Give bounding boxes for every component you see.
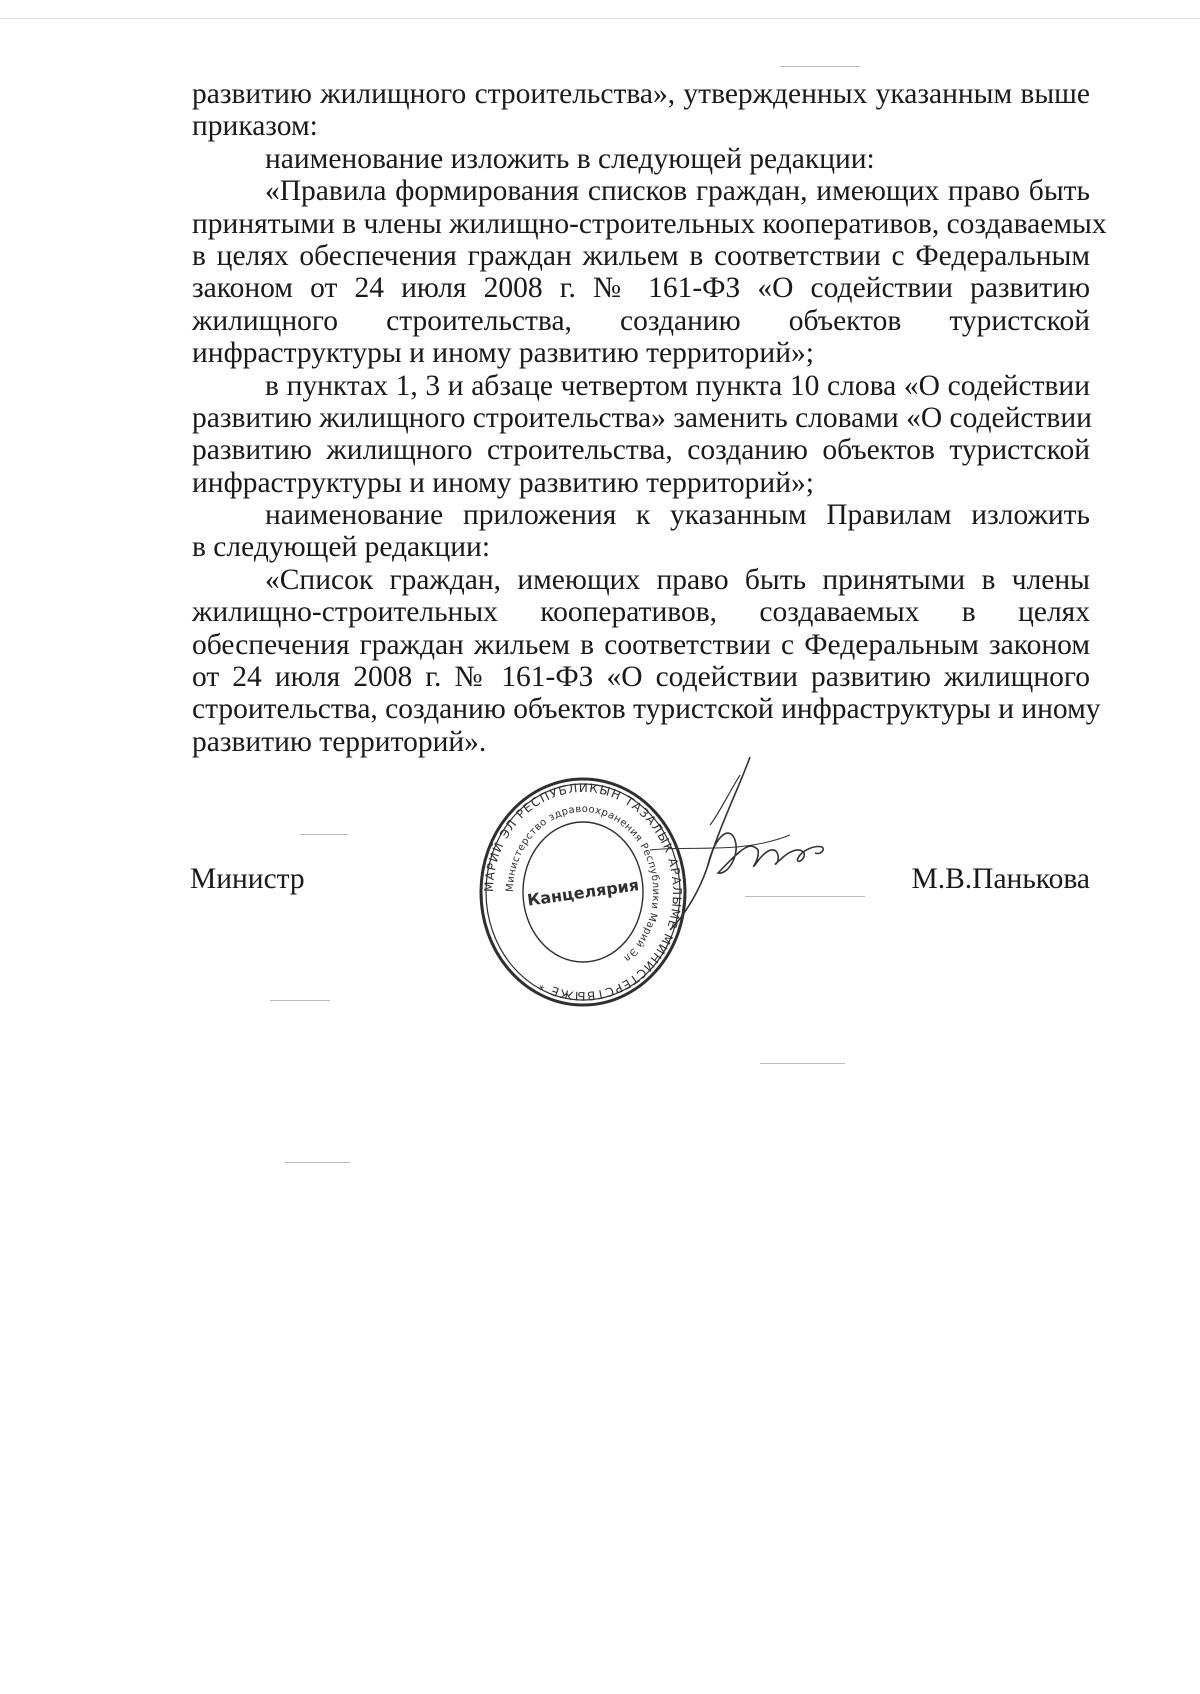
- body-line: развитию жилищного строительства», утвержденных указанным выше: [192, 78, 1090, 110]
- body-line: обеспечения граждан жильем в соответствии с Федеральным законом: [192, 628, 1090, 661]
- seal-outer-text: МАРИЙ ЭЛ РЕСПУБЛИКЫН ТАЗАЛЫК АРАЛЫМЕ МИНИСТЕРСТВЫЖЕ *: [481, 780, 685, 1004]
- body-line: в пунктах 1, 3 и абзаце четвертом пункта 10 слова «О содействии: [265, 369, 1090, 402]
- signatory-title: Министр: [190, 863, 305, 895]
- body-line: жилищно-строительных кооперативов, создаваемых в целях: [192, 596, 1090, 629]
- body-line: наименование изложить в следующей редакции:: [265, 142, 875, 175]
- scan-speck: [270, 1000, 330, 1001]
- scan-speck: [745, 896, 865, 897]
- body-line: «Список граждан, имеющих право быть принятыми в члены: [265, 563, 1090, 596]
- body-line: инфраструктуры и иному развитию территорий»;: [192, 337, 814, 370]
- body-line: в следующей редакции:: [192, 531, 491, 564]
- scan-speck: [760, 1063, 845, 1064]
- body-line: наименование приложения к указанным Правилам изложить: [265, 499, 1090, 532]
- body-line: строительства, созданию объектов туристской инфраструктуры и иному: [192, 693, 1101, 726]
- body-line: в целях обеспечения граждан жильем в соответствии с Федеральным: [192, 239, 1090, 272]
- body-line: законом от 24 июля 2008 г. № 161-ФЗ «О содействии развитию: [192, 272, 1090, 305]
- scan-edge: [0, 18, 1200, 19]
- body-line: принятыми в члены жилищно-строительных кооперативов, создаваемых: [192, 207, 1107, 240]
- scan-speck: [300, 834, 348, 835]
- body-line: приказом:: [192, 110, 318, 143]
- signatory-name: М.В.Панькова: [911, 863, 1090, 895]
- seal-inner-text: Министерство здравоохранения Республики Марий Эл: [504, 803, 662, 964]
- body-line: «Правила формирования списков граждан, имеющих право быть: [265, 175, 1090, 208]
- seal-center-text: Канцелярия: [526, 875, 641, 910]
- body-line: развитию жилищного строительства» заменить словами «О содействии: [192, 401, 1092, 434]
- body-line: жилищного строительства, созданию объектов туристской: [192, 304, 1090, 337]
- scan-speck: [780, 66, 860, 67]
- body-line: инфраструктуры и иному развитию территорий»;: [192, 466, 814, 499]
- scan-speck: [285, 1162, 350, 1163]
- handwritten-signature: [590, 755, 830, 935]
- body-line: от 24 июля 2008 г. № 161-ФЗ «О содействии развитию жилищного: [192, 661, 1090, 694]
- document-body: [192, 78, 1107, 758]
- body-line: развитию территорий».: [192, 725, 487, 758]
- body-line: развитию жилищного строительства, созданию объектов туристской: [192, 434, 1090, 467]
